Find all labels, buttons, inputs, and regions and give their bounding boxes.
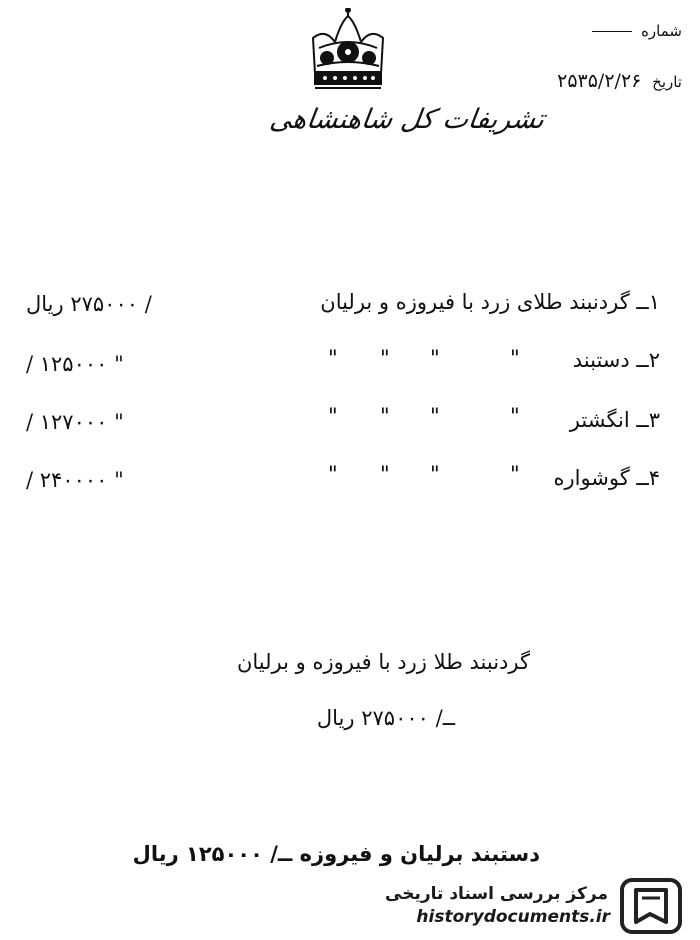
summary-necklace-price: ــ/ ۲۷۵۰۰۰ ریال [316,706,455,730]
organization-title: تشریفات کل شاهنشاهی [267,104,547,135]
ditto-mark: " [380,404,390,428]
summary-bracelet-line: دستبند برلیان و فیروزه ــ/ ۱۲۵۰۰۰ ریال [132,842,540,866]
ditto-mark: " [430,404,440,428]
summary-necklace-description: گردنبند طلا زرد با فیروزه و برلیان [236,650,530,674]
date-value: ۲۵۳۵/۲/۲۶ [557,70,642,92]
item-4-price: / ۲۴۰۰۰۰ " [26,468,124,492]
number-field [592,22,682,40]
item-3-price: / ۱۲۷۰۰۰ " [26,410,124,434]
ditto-mark: " [328,462,338,486]
ditto-mark: " [380,462,390,486]
item-4-name: ۴ــ گوشواره [553,466,660,490]
ditto-mark: " [328,346,338,370]
item-3-name: ۳ــ انگشتر [569,408,660,432]
date-label: تاریخ [652,73,682,91]
number-label: شماره [641,22,682,40]
ditto-mark: " [510,462,520,486]
item-2-name: ۲ــ دستبند [572,348,660,372]
watermark-url: historydocuments.ir [416,907,610,927]
ditto-mark: " [430,346,440,370]
item-2-price: / ۱۲۵۰۰۰ " [26,352,124,376]
ditto-mark: " [510,346,520,370]
royal-crown-emblem [305,8,391,92]
watermark-title: مرکز بررسی اسناد تاریخی [385,884,608,904]
item-1-name: ۱ــ گردنبند طلای زرد با فیروزه و برلیان [320,290,660,314]
archive-logo-icon [620,878,682,934]
item-1-price: / ۲۷۵۰۰۰ ریال [26,292,152,316]
ditto-mark: " [510,404,520,428]
ditto-mark: " [380,346,390,370]
ditto-mark: " [328,404,338,428]
date-field [557,70,682,92]
number-blank-line [592,31,632,32]
ditto-mark: " [430,462,440,486]
